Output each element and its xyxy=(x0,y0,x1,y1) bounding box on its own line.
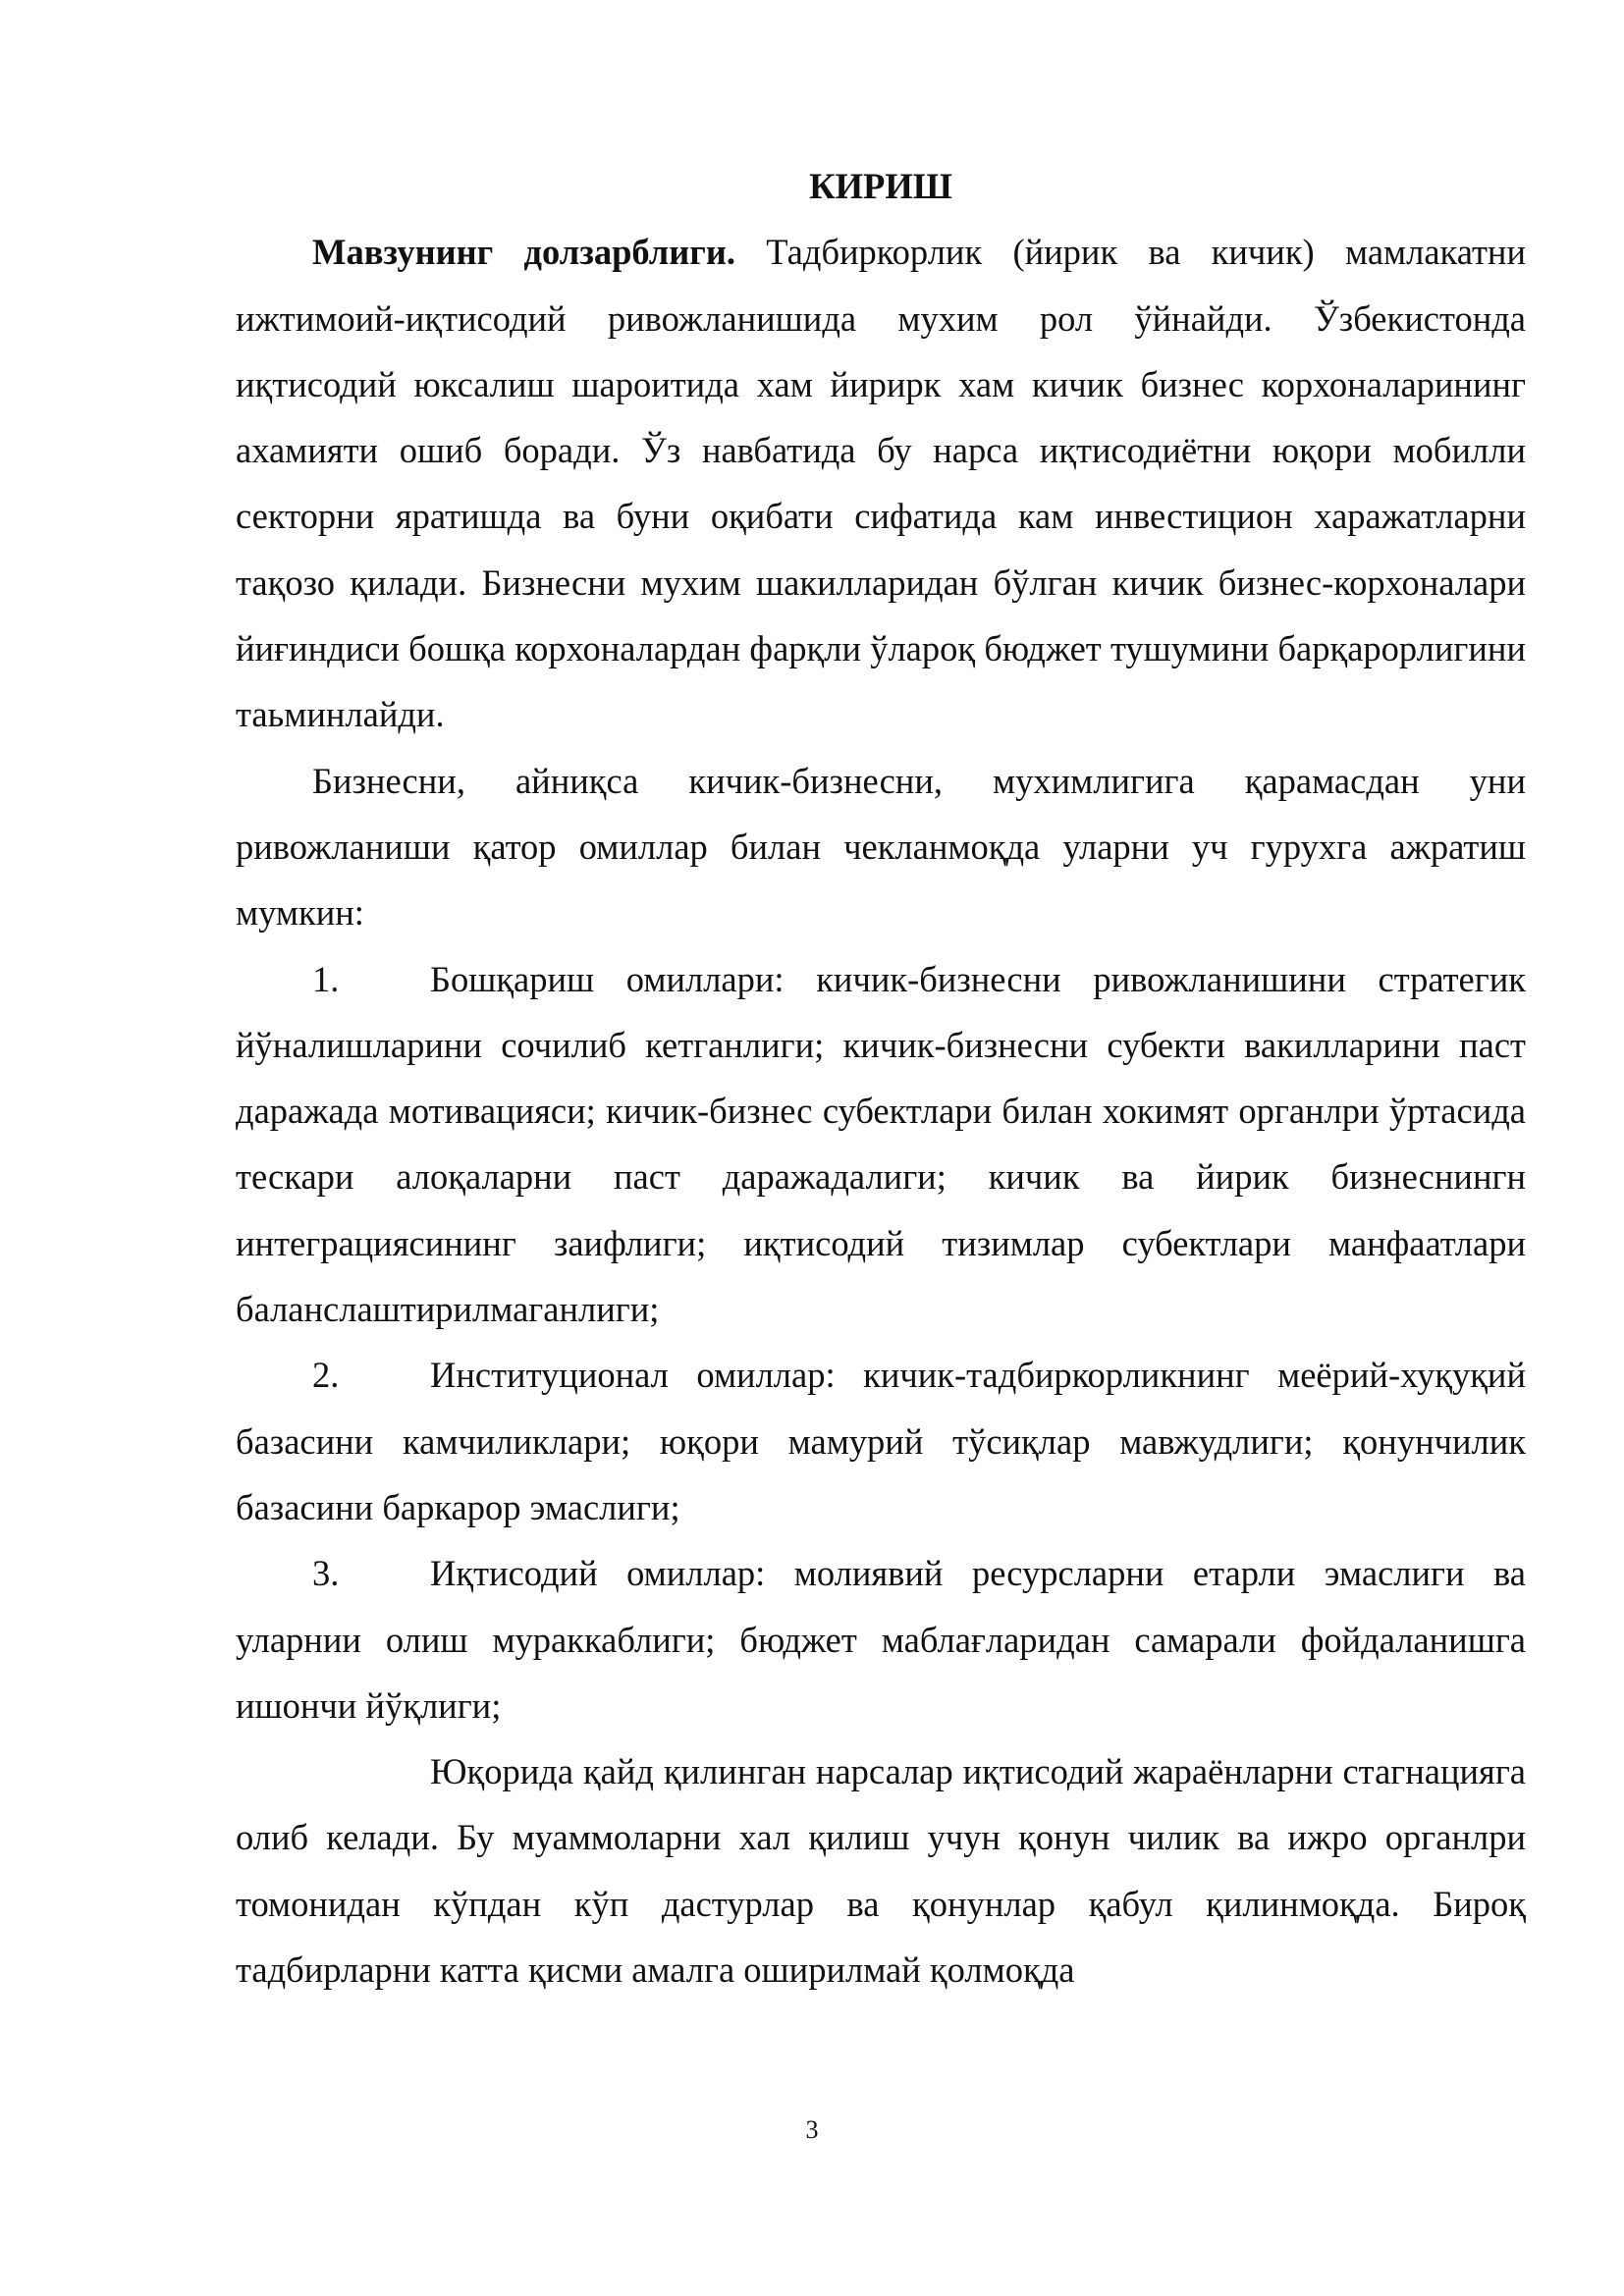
intro-lead: Мавзунинг долзарблиги. xyxy=(312,232,736,273)
list-item-2 xyxy=(236,1342,1526,1540)
list-text-2: Институционал омиллар: кичик-тадбиркорликнинг меёрий-хуқуқий базасини камчиликлари; юқори мамурий тўсиқлар мавжудлиги; қонунчилик базасини баркарор эмаслиги; xyxy=(236,1355,1526,1527)
list-number-1: 1. xyxy=(312,958,340,999)
page-title: КИРИШ xyxy=(809,166,952,206)
intro-text: Тадбиркорлик (йирик ва кичик) мамлакатни ижтимоий-иқтисодий ривожланишида мухим рол ўйнайди. Ўзбекистонда иқтисодий юксалиш шароитида хам йирирк хам кичик бизнес корхоналарининг ахамияти ошиб боради. Ўз навбатида бу нарса иқтисодиётни юқори мобилли секторни яратишда ва буни оқибати сифатида кам инвестицион харажатларни тақозо қилади. Бизнесни мухим шакилларидан бўлган кичик бизнес-корхоналари йиғиндиси бошқа корхоналардан фарқли ўлароқ бюджет тушумини барқарорлигини таьминлайди. xyxy=(236,232,1526,735)
list-item-1 xyxy=(236,946,1526,1343)
intro-paragraph xyxy=(236,219,1526,747)
list-text-3: Иқтисодий омиллар: молиявий ресурсларни етарли эмаслиги ва уларнии олиш мураккаблиги; бюджет маблағларидан самарали фойдаланишга ишончи йўқлиги; xyxy=(236,1553,1526,1726)
document-page xyxy=(236,147,1526,2002)
factors-paragraph: Бизнесни, айниқса кичик-бизнесни, мухимлигига қарамасдан уни ривожланиши қатор омиллар билан чекланмоқда уларни уч гурухга ажратиш мумкин: xyxy=(236,760,1526,934)
conclusion-paragraph: Юқорида қайд қилинган нарсалар иқтисодий жараёнларни стагнацияга олиб келади. Бу муаммоларни хал қилиш учун қонун чилик ва ижро органлри томонидан кўпдан кўп дастурлар ва қонунлар қабул қилинмоқда. Бироқ тадбирларни катта қисми амалга оширилмай қолмоқда xyxy=(236,1751,1526,1991)
list-text-1: Бошқариш омиллари: кичик-бизнесни ривожланишини стратегик йўналишларини сочилиб кетганлиги; кичик-бизнесни субекти вакилларини паст даражада мотивацияси; кичик-бизнес субектлари билан хокимят органлри ўртасида тескари алоқаларни паст даражадалиги; кичик ва йирик бизнеснингн интеграциясининг заифлиги; иқтисодий тизимлар субектлари манфаатлари баланслаштирилмаганлиги; xyxy=(236,958,1526,1330)
list-item-3 xyxy=(236,1540,1526,1738)
page-number: 3 xyxy=(805,2115,819,2144)
list-number-3: 3. xyxy=(312,1553,340,1594)
list-number-2: 2. xyxy=(312,1355,340,1396)
